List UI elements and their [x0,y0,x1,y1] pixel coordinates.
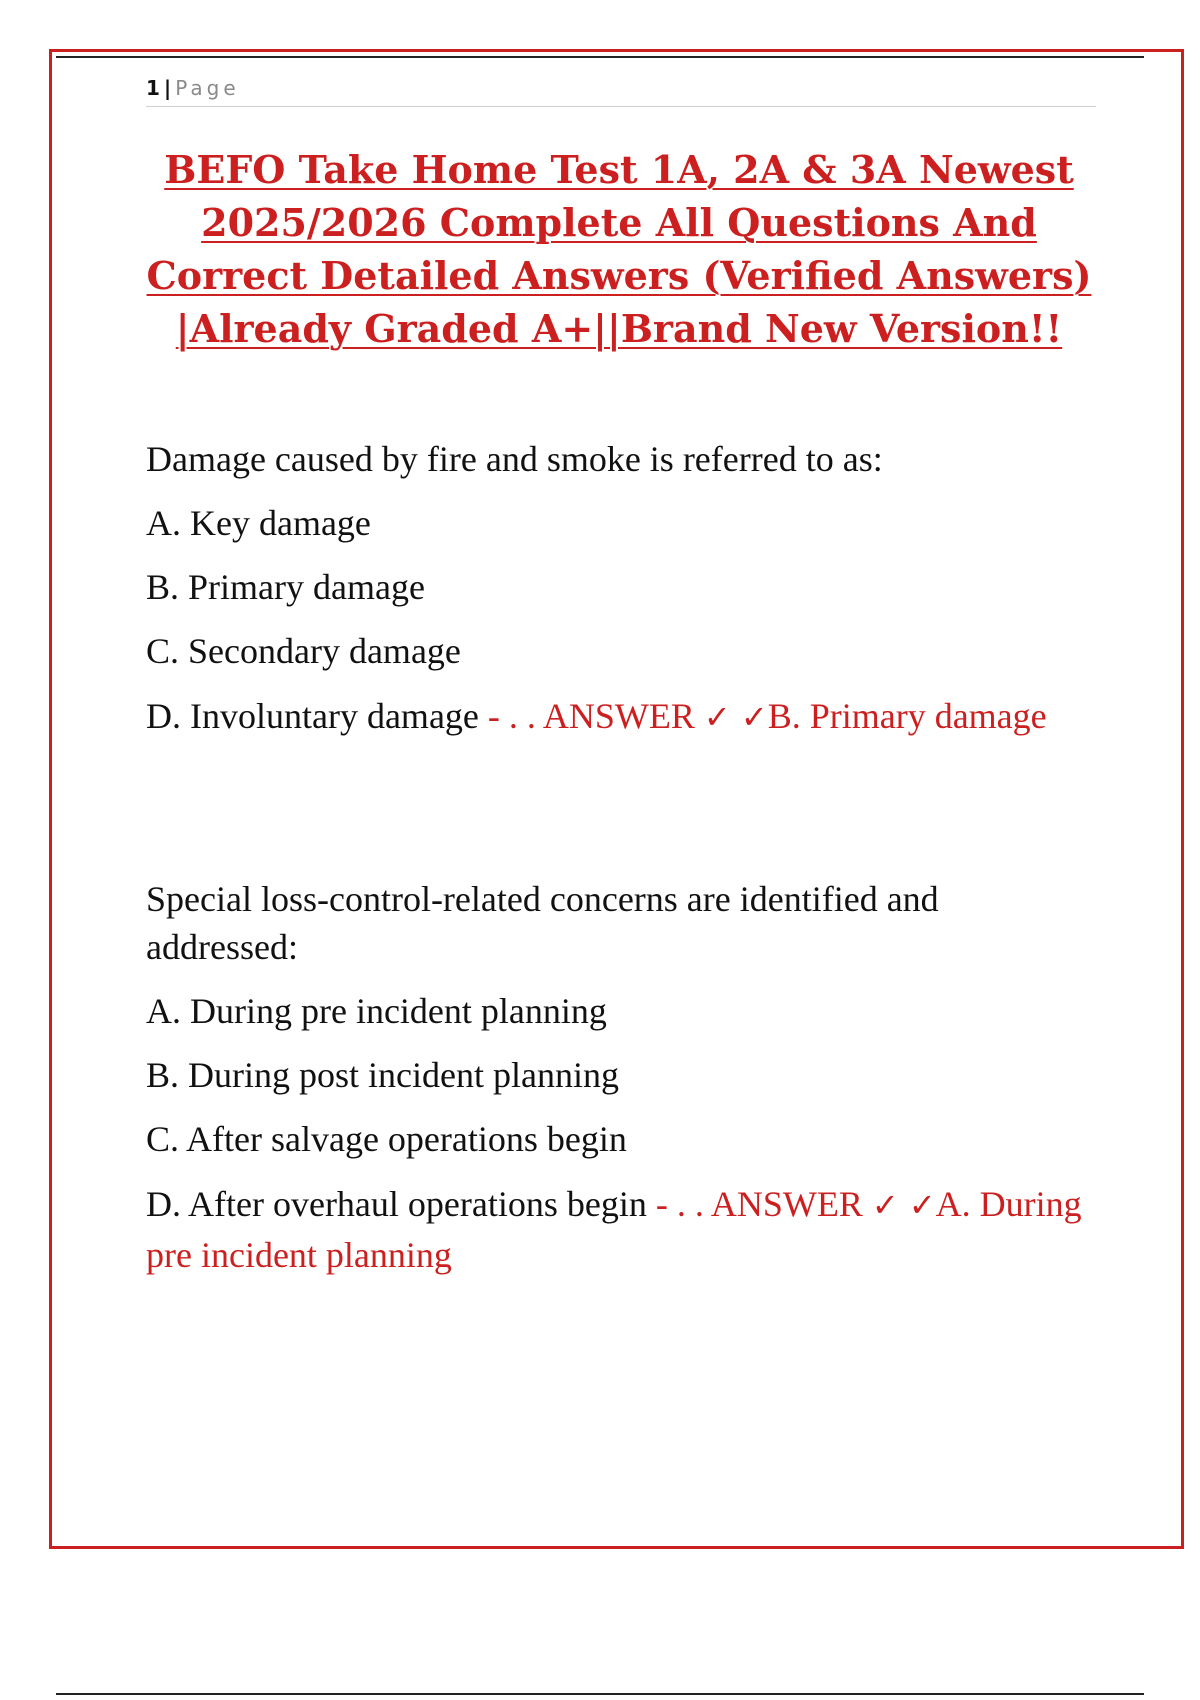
top-rule [56,56,1144,58]
option-b: B. Primary damage [146,567,425,607]
option-d: D. Involuntary damage [146,696,479,736]
option-d-with-answer [146,691,1096,742]
answer-text: A. During pre incident planning [146,1184,1082,1275]
question-block-1 [146,435,1096,742]
check-icon: ✓ ✓ [703,698,768,736]
next-page-top-rule [56,1693,1144,1695]
check-icon: ✓ ✓ [871,1186,936,1224]
question-prompt: Special loss-control-related concerns are identified and addressed: [146,879,939,967]
header-rule [146,106,1096,107]
page-separator: | [163,76,172,100]
question-prompt: Damage caused by fire and smoke is referred to as: [146,439,883,479]
answer-text: B. Primary damage [767,696,1047,736]
page-header [146,74,1096,102]
option-c: C. After salvage operations begin [146,1119,627,1159]
page-label: Page [175,76,240,100]
option-d: D. After overhaul operations begin [146,1184,647,1224]
question-block-2 [146,875,1096,1280]
answer-prefix: - . . ANSWER [646,1184,872,1224]
option-a: A. Key damage [146,503,371,543]
document-title: BEFO Take Home Test 1A, 2A & 3A Newest 2025/2026 Complete All Questions And Correct Detailed Answers (Verified Answers) |Already Graded A+||Brand New Version!! [146,147,1092,351]
option-b: B. During post incident planning [146,1055,619,1095]
option-a: A. During pre incident planning [146,991,607,1031]
answer-prefix: - . . ANSWER [478,696,704,736]
option-d-with-answer [146,1179,1096,1280]
option-c: C. Secondary damage [146,631,461,671]
page-number: 1 [146,76,160,100]
